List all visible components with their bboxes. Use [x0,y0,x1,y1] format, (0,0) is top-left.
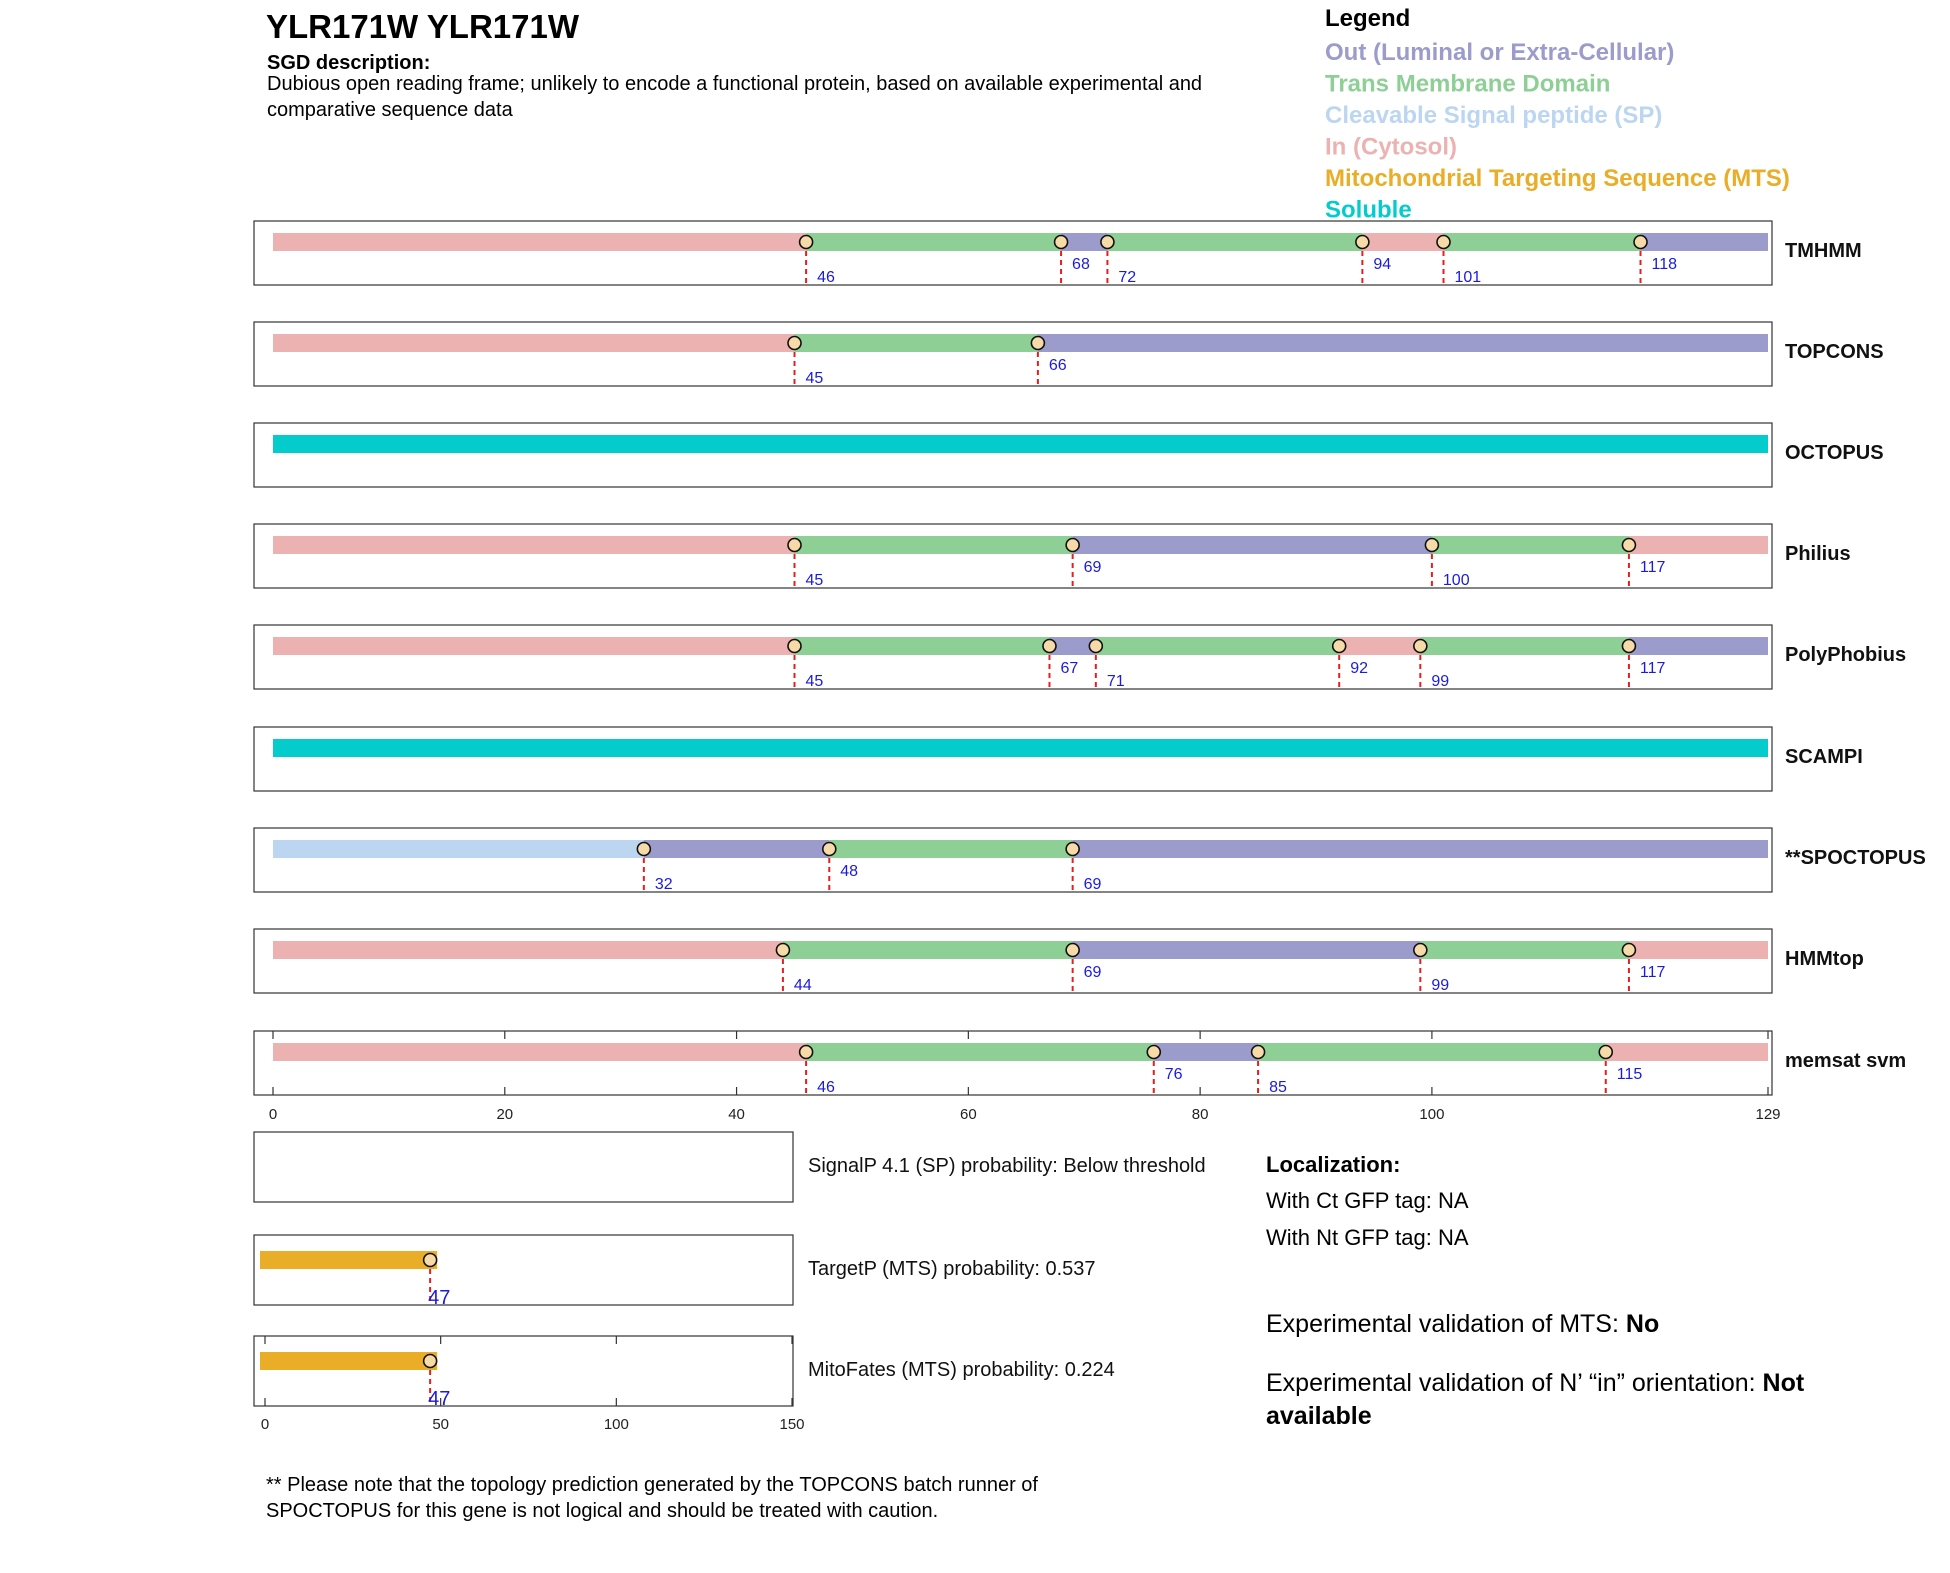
localization-nt-gfp: With Nt GFP tag: NA [1266,1225,1469,1250]
segment-out [1629,637,1768,655]
segment-tm [1107,233,1362,251]
boundary-marker [1066,539,1079,552]
segment-in [1339,637,1420,655]
segment-out [1154,1043,1258,1061]
boundary-marker [788,539,801,552]
boundary-marker [1622,944,1635,957]
boundary-label: 46 [817,269,835,286]
boundary-marker [1414,640,1427,653]
track-frame [254,625,1772,689]
prob-x-tick-label: 100 [603,1416,629,1433]
boundary-label: 117 [1639,660,1666,677]
boundary-label: 66 [1048,357,1067,374]
legend-item-in-cytosol: In (Cytosol) [1325,133,1457,161]
boundary-label: 118 [1651,256,1678,273]
boundary-marker [1634,236,1647,249]
boundary-label: 46 [817,1079,835,1096]
track-polyphobius [254,625,1906,690]
legend-item-trans-membrane-domain: Trans Membrane Domain [1325,70,1611,98]
boundary-marker [1333,640,1346,653]
boundary-label: 85 [1269,1079,1287,1096]
segment-out [1073,536,1432,554]
boundary-marker [1622,539,1635,552]
boundary-marker [823,843,836,856]
track-frame [254,221,1772,285]
boundary-label: 45 [805,370,824,387]
prob-x-tick-label: 150 [779,1416,805,1433]
prob-panel-frame [254,1336,793,1406]
track-memsat-svm [254,1031,1906,1123]
segment-tm [1420,941,1629,959]
segment-tm [1096,637,1339,655]
x-tick-label: 80 [1191,1106,1209,1123]
segment-in [273,637,795,655]
legend-item-out-luminal-or-extra-cellular: Out (Luminal or Extra-Cellular) [1325,39,1675,66]
boundary-marker [1356,236,1369,249]
segment-tm [1432,536,1629,554]
prob-x-tick-label: 0 [260,1416,270,1433]
track-name: HMMtop [1785,948,1864,970]
prob-panel-2 [254,1336,1115,1433]
boundary-marker [800,236,813,249]
boundary-marker [776,944,789,957]
track-name: **SPOCTOPUS [1785,847,1926,869]
validation-nin-value-2: available [1266,1402,1372,1430]
boundary-marker [1101,236,1114,249]
segment-out [1073,840,1768,858]
segment-out [1038,334,1768,352]
prob-panel-label: TargetP (MTS) probability: 0.537 [808,1258,1096,1280]
segment-soluble [273,435,1768,453]
segment-in [273,536,795,554]
boundary-label: 99 [1431,977,1450,994]
boundary-marker [1414,944,1427,957]
segment-out [644,840,829,858]
boundary-label: 92 [1350,660,1368,677]
boundary-marker [1622,640,1635,653]
legend-item-mitochondrial-targeting-sequence-mts: Mitochondrial Targeting Sequence (MTS) [1325,165,1790,192]
x-tick-label: 0 [268,1106,278,1123]
boundary-label: 71 [1106,673,1125,690]
boundary-marker [1066,843,1079,856]
prob-x-tick-label: 50 [432,1416,450,1433]
gene-title: YLR171W YLR171W [266,8,579,45]
track-frame [254,322,1772,386]
track-frame [254,524,1772,588]
sgd-description-line-2: comparative sequence data [267,99,513,121]
track-name: SCAMPI [1785,746,1863,768]
sgd-description-heading: SGD description: [267,52,431,74]
boundary-label: 69 [1083,876,1102,893]
localization-ct-gfp: With Ct GFP tag: NA [1266,1188,1469,1213]
segment-tm [1258,1043,1606,1061]
legend-item-soluble: Soluble [1325,196,1412,224]
segment-in [1362,233,1443,251]
boundary-label: 94 [1373,256,1392,273]
segment-out [1641,233,1768,251]
segment-in [1606,1043,1768,1061]
segment-tm [795,334,1038,352]
legend-title: Legend [1325,5,1411,32]
mts-boundary-marker [424,1355,437,1368]
mts-segment [260,1251,437,1269]
mts-segment [260,1352,437,1370]
track-octopus [254,423,1884,487]
boundary-marker [637,843,650,856]
segment-tm [806,1043,1154,1061]
track-frame [254,929,1772,993]
footnote-line-1: ** Please note that the topology prediction generated by the TOPCONS batch runner of [266,1474,1038,1496]
x-tick-label: 20 [496,1106,514,1123]
validation-nin-value-1: Not [1762,1369,1805,1397]
mts-boundary-label: 47 [428,1388,451,1410]
validation-mts-value: No [1625,1310,1660,1338]
track-name: TMHMM [1785,240,1862,262]
topology-tracks [254,221,1926,1123]
boundary-label: 69 [1083,964,1102,981]
boundary-label: 99 [1431,673,1450,690]
prob-panel-0 [254,1132,1206,1202]
boundary-marker [1425,539,1438,552]
prob-panel-1 [254,1235,1096,1309]
segment-tm [829,840,1072,858]
track-name: memsat svm [1785,1050,1907,1072]
segment-in [273,941,783,959]
segment-in [273,233,806,251]
boundary-marker [1147,1046,1160,1059]
boundary-label: 69 [1083,559,1102,576]
prob-panel-frame [254,1132,793,1202]
validation-nin-prefix: Experimental validation of N’ “in” orientation: [1266,1369,1763,1397]
validation-mts-prefix: Experimental validation of MTS: [1266,1310,1626,1338]
validation-nin [1266,1369,1805,1397]
boundary-marker [800,1046,813,1059]
track-scampi [254,727,1863,791]
localization-heading: Localization: [1266,1152,1401,1177]
boundary-label: 68 [1072,256,1090,273]
boundary-label: 48 [840,863,859,880]
boundary-marker [1252,1046,1265,1059]
sgd-description-line-1: Dubious open reading frame; unlikely to encode a functional protein, based on available experimental and [267,73,1203,95]
boundary-label: 45 [805,572,824,589]
prob-panel-frame [254,1235,793,1305]
track-frame [254,423,1772,487]
track-frame [254,828,1772,892]
segment-soluble [273,739,1768,757]
probability-panels [254,1132,1206,1433]
segment-tm [806,233,1061,251]
boundary-marker [1089,640,1102,653]
segment-tm [795,536,1073,554]
segment-out [1073,941,1421,959]
track-frame [254,1031,1772,1095]
segment-tm [783,941,1073,959]
segment-in [273,334,795,352]
segment-in [273,1043,806,1061]
track-frame [254,727,1772,791]
segment-in [1629,941,1768,959]
boundary-label: 115 [1616,1066,1643,1083]
track-topcons [254,322,1884,387]
validation-mts [1266,1310,1659,1338]
segment-in [1629,536,1768,554]
x-tick-label: 60 [960,1106,977,1123]
footnote-line-2: SPOCTOPUS for this gene is not logical and should be treated with caution. [266,1500,939,1522]
legend-item-cleavable-signal-peptide-sp: Cleavable Signal peptide (SP) [1325,102,1663,129]
boundary-label: 67 [1060,660,1079,677]
x-tick-label: 100 [1419,1106,1445,1123]
track-name: PolyPhobius [1785,644,1907,666]
track-spoctopus [254,828,1926,893]
segment-tm [795,637,1050,655]
segment-tm [1420,637,1629,655]
boundary-label: 32 [654,876,673,893]
boundary-marker [788,337,801,350]
boundary-marker [1055,236,1068,249]
prob-panel-label: SignalP 4.1 (SP) probability: Below threshold [808,1155,1206,1177]
boundary-marker [1437,236,1450,249]
x-tick-label: 129 [1755,1106,1781,1123]
boundary-marker [1043,640,1056,653]
x-tick-label: 40 [728,1106,745,1123]
mts-boundary-label: 47 [428,1287,451,1309]
boundary-label: 72 [1118,269,1137,286]
track-hmmtop [254,929,1864,994]
boundary-label: 117 [1639,964,1666,981]
boundary-label: 101 [1454,269,1482,286]
track-philius [254,524,1851,589]
segment-tm [1444,233,1641,251]
boundary-label: 45 [805,673,824,690]
track-name: TOPCONS [1785,341,1884,363]
boundary-label: 76 [1164,1066,1183,1083]
boundary-label: 117 [1639,559,1666,576]
mts-boundary-marker [424,1254,437,1267]
boundary-marker [1031,337,1044,350]
track-tmhmm [254,221,1862,286]
track-name: OCTOPUS [1785,442,1884,464]
boundary-marker [1599,1046,1612,1059]
segment-sp [273,840,644,858]
legend [1325,5,1790,224]
prob-panel-label: MitoFates (MTS) probability: 0.224 [808,1359,1115,1381]
boundary-marker [788,640,801,653]
track-name: Philius [1785,543,1851,565]
boundary-label: 44 [793,977,812,994]
boundary-label: 100 [1442,572,1470,589]
boundary-marker [1066,944,1079,957]
